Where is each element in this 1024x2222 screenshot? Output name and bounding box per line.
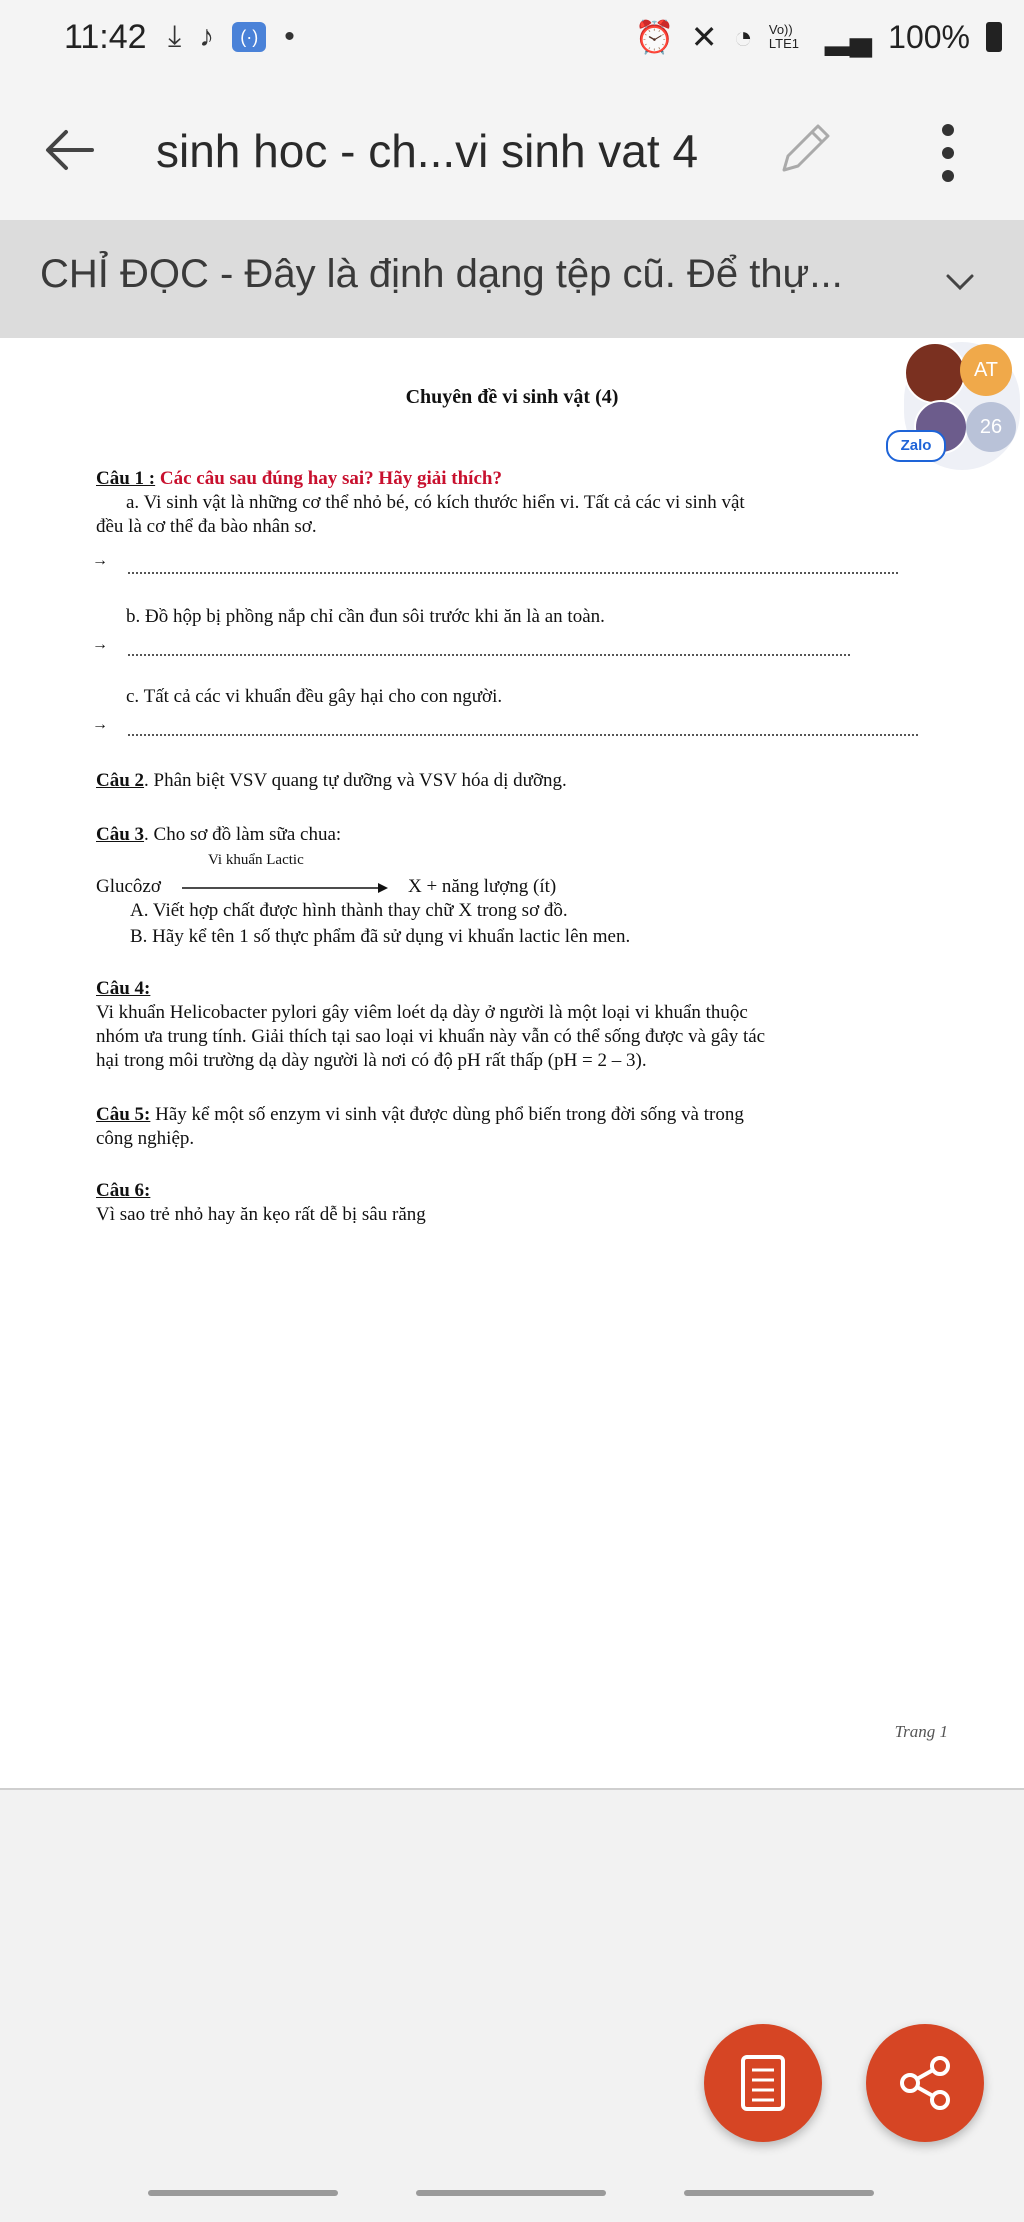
question-1a-line1: a. Vi sinh vật là những cơ thể nhỏ bé, có kích thước hiển vi. Tất cả các vi sinh vật bbox=[126, 492, 745, 513]
question-6-label bbox=[96, 1180, 150, 1202]
question-2 bbox=[96, 770, 567, 792]
chevron-down-icon[interactable] bbox=[940, 262, 980, 302]
question-2-text: . Phân biệt VSV quang tự dưỡng và VSV hóa dị dưỡng. bbox=[144, 770, 567, 791]
question-6-label-text: Câu 6: bbox=[96, 1180, 151, 1201]
nav-home-button[interactable] bbox=[416, 2190, 606, 2196]
page-number: Trang 1 bbox=[894, 1722, 948, 1741]
document-heading: Chuyên đề vi sinh vật (4) bbox=[405, 386, 619, 408]
signal-icon: ▂▄ bbox=[824, 19, 873, 55]
question-1a-line2: đều là cơ thể đa bào nhân sơ. bbox=[96, 516, 317, 537]
dot-icon: • bbox=[284, 20, 295, 53]
system-navigation-bar bbox=[0, 2170, 1024, 2222]
contact-avatar[interactable] bbox=[904, 342, 966, 404]
answer-line bbox=[128, 654, 850, 656]
reaction-arrow-label: Vi khuẩn Lactic bbox=[208, 852, 304, 868]
download-done-icon: ⤓ bbox=[168, 20, 182, 53]
question-1-prompt: Các câu sau đúng hay sai? Hãy giải thích? bbox=[159, 468, 502, 489]
question-4-label bbox=[96, 978, 150, 1000]
share-icon bbox=[896, 2054, 954, 2112]
nav-back-button[interactable] bbox=[684, 2190, 874, 2196]
document-view-button[interactable] bbox=[704, 2024, 822, 2142]
question-3-label: Câu 3 bbox=[96, 824, 145, 845]
status-bar bbox=[0, 0, 1024, 80]
reaction-right: X + năng lượng (ít) bbox=[408, 876, 557, 897]
document-icon bbox=[740, 2054, 786, 2112]
read-only-banner[interactable] bbox=[0, 220, 1024, 339]
read-only-banner-text: CHỈ ĐỌC - Đây là định dạng tệp cũ. Để thự... bbox=[40, 252, 843, 296]
edit-pencil-icon[interactable] bbox=[770, 114, 840, 184]
answer-line bbox=[128, 572, 898, 574]
question-5-label: Câu 5: bbox=[96, 1104, 151, 1125]
question-1c: c. Tất cả các vi khuẩn đều gây hại cho con người. bbox=[126, 686, 503, 707]
answer-arrow-icon: → bbox=[92, 716, 108, 733]
nav-recent-button[interactable] bbox=[148, 2190, 338, 2196]
question-4-line3: hại trong môi trường dạ dày người là nơi có độ pH rất thấp (pH = 2 – 3). bbox=[96, 1050, 647, 1071]
answer-arrow-icon: → bbox=[92, 636, 108, 653]
question-1b: b. Đồ hộp bị phồng nắp chỉ cần đun sôi trước khi ăn là an toàn. bbox=[126, 606, 605, 627]
question-5-line2: công nghiệp. bbox=[96, 1128, 195, 1149]
question-2-label: Câu 2 bbox=[96, 770, 145, 791]
alarm-icon: ⏰ bbox=[634, 19, 675, 55]
question-3a: A. Viết hợp chất được hình thành thay chữ X trong sơ đồ. bbox=[130, 900, 568, 921]
question-4-line2: nhóm ưa trung tính. Giải thích tại sao loại vi khuẩn này vẫn có thể sống được và gây tác bbox=[96, 1026, 766, 1047]
question-5 bbox=[96, 1104, 744, 1126]
contact-initials-avatar[interactable]: AT bbox=[960, 344, 1012, 396]
question-3-text: . Cho sơ đồ làm sữa chua: bbox=[144, 824, 342, 845]
status-notification-icons bbox=[168, 20, 295, 54]
reaction-arrow-icon bbox=[182, 880, 392, 896]
reaction-left: Glucôzơ bbox=[96, 876, 161, 897]
answer-line bbox=[128, 734, 918, 736]
question-3b: B. Hãy kể tên 1 số thực phẩm đã sử dụng vi khuẩn lactic lên men. bbox=[130, 926, 631, 947]
battery-icon bbox=[986, 22, 1002, 52]
question-6-text: Vì sao trẻ nhỏ hay ăn kẹo rất dễ bị sâu răng bbox=[96, 1204, 426, 1225]
status-time: 11:42 bbox=[64, 18, 147, 56]
mute-icon: ✕ bbox=[690, 19, 718, 55]
question-1-label: Câu 1 : bbox=[96, 468, 156, 489]
question-5-line1: Hãy kể một số enzym vi sinh vật được dùng phổ biến trong đời sống và trong bbox=[150, 1104, 744, 1125]
back-arrow-icon[interactable] bbox=[40, 120, 100, 180]
question-4-label-text: Câu 4: bbox=[96, 978, 151, 999]
wifi-icon: ◔ bbox=[733, 18, 753, 55]
question-3 bbox=[96, 824, 341, 846]
chat-heads[interactable] bbox=[886, 322, 1024, 472]
question-1-header bbox=[96, 468, 502, 490]
share-button[interactable] bbox=[866, 2024, 984, 2142]
app-bar bbox=[0, 80, 1024, 220]
battery-percent: 100% bbox=[888, 18, 970, 55]
more-options-icon[interactable] bbox=[928, 118, 968, 188]
document-title: sinh hoc - ch...vi sinh vat 4 bbox=[156, 125, 699, 177]
unread-count-badge: 26 bbox=[966, 402, 1016, 452]
zalo-badge: Zalo bbox=[886, 430, 946, 462]
status-system-icons bbox=[635, 18, 1002, 56]
answer-arrow-icon: → bbox=[92, 552, 108, 569]
tiktok-icon: ♪ bbox=[199, 20, 215, 53]
hotspot-icon: (·) bbox=[232, 22, 266, 52]
network-label: Vo)) LTE1 bbox=[768, 22, 799, 51]
question-4-line1: Vi khuẩn Helicobacter pylori gây viêm loét dạ dày ở người là một loại vi khuẩn thuộc bbox=[96, 1002, 748, 1023]
